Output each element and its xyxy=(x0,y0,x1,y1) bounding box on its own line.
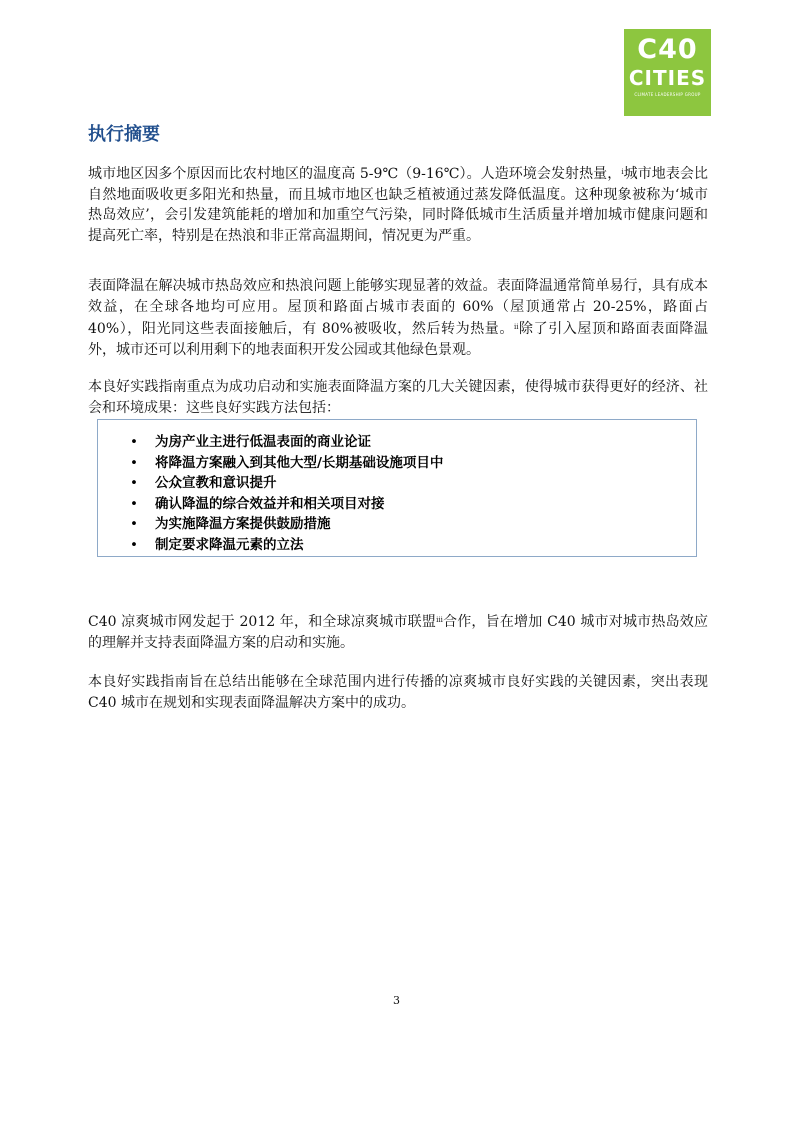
bullet-icon: • xyxy=(130,434,138,450)
bullet-icon: • xyxy=(130,516,138,532)
paragraph-text: C40 凉爽城市网发起于 2012 年，和全球凉爽城市联盟 xyxy=(88,614,437,630)
practice-item xyxy=(98,432,443,453)
practice-item xyxy=(98,494,443,515)
page-number: 3 xyxy=(393,994,400,1007)
practice-label: 为房产业主进行低温表面的商业论证 xyxy=(155,434,371,450)
paragraph-urban-heat xyxy=(88,162,708,246)
practice-item xyxy=(98,535,443,556)
bullet-icon: • xyxy=(130,536,138,553)
paragraph-text: 城市地区因多个原因而比农村地区的温度高 5-9℃（9-16℃）。人造环境会发射热量， xyxy=(88,166,622,182)
bullet-icon: • xyxy=(130,475,138,491)
c40-cities-logo xyxy=(624,29,711,116)
practice-label: 为实施降温方案提供鼓励措施 xyxy=(155,516,331,532)
paragraph-text: 城市地表会比自然地面吸收更多阳光和热量，而且城市地区也缺乏植被通过蒸发降低温度。这种现象被称为‘城市热岛效应’，会引发建筑能耗的增加和加重空气污染，同时降低城市生活质量并增加城市健康问题和提高死亡率，特别是在热浪和非正常高温期间，情况更为严重。 xyxy=(88,166,708,244)
practice-item xyxy=(98,453,443,474)
paragraph-text: 除了引入屋顶和路面表面降温外，城市还可以利用剩下的地表面积开发公园或其他绿色景观。 xyxy=(88,321,709,358)
practice-label: 将降温方案融入到其他大型/长期基础设施项目中 xyxy=(155,454,444,471)
logo-tagline: CLIMATE LEADERSHIP GROUP xyxy=(634,92,701,97)
practice-item xyxy=(98,514,443,535)
practices-list xyxy=(98,432,443,555)
practice-label: 公众宣教和意识提升 xyxy=(155,475,277,491)
practice-label: 确认降温的综合效益并和相关项目对接 xyxy=(155,495,385,512)
practice-item xyxy=(98,473,443,494)
paragraph-guide-intro: 本良好实践指南重点为成功启动和实施表面降温方案的几大关键因素，使得城市获得更好的经济、社会和环境成果：这些良好实践方法包括： xyxy=(88,379,708,416)
footnote-ref-iii: iii xyxy=(436,616,443,624)
logo-line-cities: CITIES xyxy=(628,66,707,90)
paragraph-surface-cooling xyxy=(88,276,708,360)
practice-label: 制定要求降温元素的立法 xyxy=(155,536,304,553)
logo-line-c40: C40 xyxy=(637,34,698,65)
paragraph-guide-purpose: 本良好实践指南旨在总结出能够在全球范围内进行传播的凉爽城市良好实践的关键因素，突出表现 C40 城市在规划和实现表面降温解决方案中的成功。 xyxy=(88,674,708,711)
paragraph-text: 表面降温在解决城市热岛效应和热浪问题上能够实现显著的效益。表面降温通常简单易行，具有成本效益，在全球各地均可应用。屋顶和路面占城市表面的 60%（屋顶通常占 20-25%，路面占 40%），阳光同这些表面接触后，有 80%被吸收，然后转为热量。 xyxy=(88,278,708,337)
footnote-ref-i: i xyxy=(621,168,624,176)
bullet-icon: • xyxy=(130,495,138,512)
bullet-icon: • xyxy=(130,454,138,471)
section-title: 执行摘要 xyxy=(88,124,160,145)
paragraph-c40-network xyxy=(88,610,708,653)
practices-box xyxy=(97,419,697,557)
paragraph-text: 合作，旨在增加 C40 城市对城市热岛效应的理解并支持表面降温方案的启动和实施。 xyxy=(88,614,708,651)
footnote-ref-ii: ii xyxy=(513,323,519,331)
